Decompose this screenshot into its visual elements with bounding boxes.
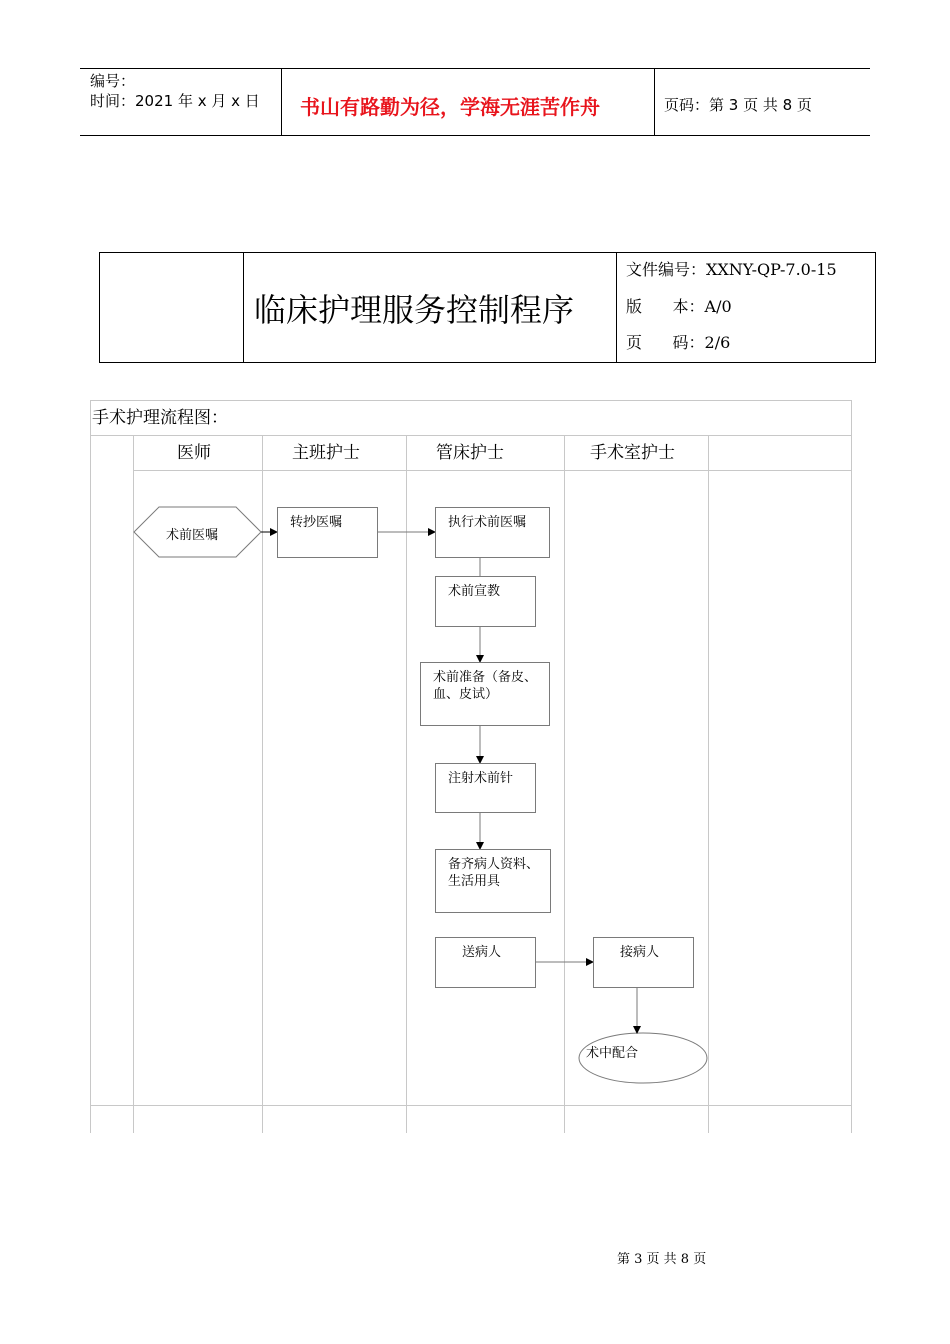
lane-bed-nurse: 管床护士 [436, 443, 504, 463]
page-label: 页码：第 3 页 共 8 页 [664, 96, 812, 114]
number-label: 编号： [90, 72, 136, 90]
flowchart-caption: 手术护理流程图： [92, 408, 228, 428]
node-send: 送病人 [435, 937, 536, 988]
node-injection: 注射术前针 [435, 763, 536, 813]
node-prep: 术前准备（备皮、血、皮试） [420, 662, 550, 726]
footer-page: 第 3 页 共 8 页 [617, 1252, 707, 1267]
node-materials: 备齐病人资料、生活用具 [435, 849, 551, 913]
lane-or-nurse: 手术室护士 [590, 443, 675, 463]
version: 版 本：A/0 [626, 297, 732, 316]
time-label: 时间：2021 年 x 月 x 日 [90, 92, 260, 110]
lane-doctor: 医师 [177, 443, 211, 463]
doc-page: 页 码：2/6 [626, 333, 731, 352]
node-education: 术前宣教 [435, 576, 536, 627]
node-preop-order: 术前医嘱 [166, 528, 219, 543]
file-number: 文件编号：XXNY-QP-7.0-15 [626, 260, 837, 279]
motto: 书山有路勤为径，学海无涯苦作舟 [300, 95, 600, 119]
node-intraop: 术中配合 [586, 1046, 639, 1061]
document-title: 临床护理服务控制程序 [254, 291, 575, 329]
lane-charge-nurse: 主班护士 [292, 443, 360, 463]
node-receive: 接病人 [593, 937, 694, 988]
node-execute: 执行术前医嘱 [435, 507, 550, 558]
node-transcribe: 转抄医嘱 [277, 507, 378, 558]
